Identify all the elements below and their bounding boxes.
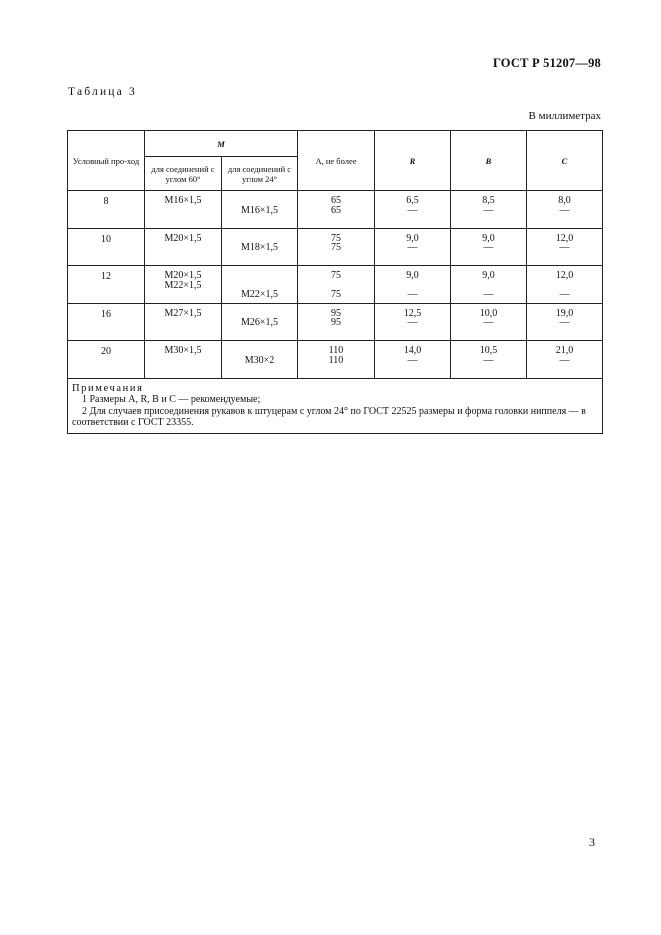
cell-a-line: 75 bbox=[331, 289, 341, 300]
cell-c-line bbox=[527, 365, 602, 375]
cell-b-line bbox=[451, 253, 526, 263]
cell-m24-line: M26×1,5 bbox=[240, 317, 279, 328]
cell-r bbox=[375, 341, 451, 379]
cell-m60 bbox=[145, 228, 222, 266]
cell-b-line: 9,0 bbox=[482, 232, 495, 244]
cell-r-line bbox=[375, 215, 450, 225]
cell-b-line bbox=[451, 328, 526, 338]
note-line-1: 1 Размеры A, R, B и C — рекомендуемые; bbox=[82, 394, 261, 405]
cell-b-line: 9,0 bbox=[482, 270, 495, 281]
cell-c-line: — bbox=[559, 289, 570, 300]
cell-b bbox=[451, 228, 527, 266]
cell-r-line bbox=[375, 365, 450, 375]
cell-r-line: — bbox=[407, 354, 418, 366]
cell-b bbox=[451, 191, 527, 229]
cell-c-line: 19,0 bbox=[555, 307, 574, 319]
cell-a-line: 75 bbox=[331, 270, 341, 281]
cell-m24 bbox=[222, 341, 298, 379]
cell-m24 bbox=[222, 303, 298, 341]
cell-c-line: 8,0 bbox=[558, 195, 571, 206]
cell-a-line bbox=[298, 253, 374, 263]
header-m-24: для соединений с углом 24° bbox=[222, 157, 298, 191]
header-m-60: для соединений с углом 60° bbox=[145, 157, 222, 191]
cell-m24-line: M22×1,5 bbox=[240, 289, 279, 300]
cell-r-line: 12,5 bbox=[403, 307, 422, 319]
page-number: 3 bbox=[589, 835, 595, 849]
cell-c-line bbox=[527, 328, 602, 338]
table-row bbox=[68, 341, 603, 379]
cell-c-line: 12,0 bbox=[555, 270, 574, 281]
cell-r-line: — bbox=[407, 204, 418, 216]
units-label: В миллиметрах bbox=[528, 110, 601, 122]
cell-m60 bbox=[145, 191, 222, 229]
header-r: R bbox=[375, 131, 451, 191]
table-row bbox=[68, 191, 603, 229]
cell-nominal-bore: 12 bbox=[68, 266, 145, 304]
cell-nominal-bore: 10 bbox=[68, 228, 145, 266]
dimensions-table bbox=[67, 130, 603, 434]
cell-c bbox=[527, 341, 603, 379]
table-row bbox=[68, 266, 603, 304]
cell-m60-line bbox=[145, 356, 221, 366]
cell-a bbox=[298, 303, 375, 341]
cell-c-line: — bbox=[559, 317, 570, 328]
cell-a bbox=[298, 341, 375, 379]
cell-a-line: 65 bbox=[331, 204, 341, 216]
cell-m24-line bbox=[222, 328, 297, 338]
cell-a-line: 95 bbox=[331, 317, 341, 328]
cell-m60-line bbox=[145, 365, 221, 375]
cell-b-line: 10,5 bbox=[479, 345, 498, 356]
cell-nominal-bore: 16 bbox=[68, 303, 145, 341]
cell-m24-line bbox=[222, 215, 297, 225]
cell-m60-line: M16×1,5 bbox=[164, 195, 202, 206]
cell-a-line: 110 bbox=[328, 345, 344, 356]
cell-b bbox=[451, 341, 527, 379]
cell-b-line: — bbox=[483, 354, 494, 366]
cell-nominal-bore: 8 bbox=[68, 191, 145, 229]
notes-title: Примечания bbox=[72, 382, 144, 394]
cell-c bbox=[527, 266, 603, 304]
cell-a-line: 65 bbox=[331, 195, 341, 206]
cell-c bbox=[527, 303, 603, 341]
cell-m24-line: M18×1,5 bbox=[240, 242, 279, 253]
cell-m24-line bbox=[222, 365, 297, 375]
table-row bbox=[68, 303, 603, 341]
cell-r-line: — bbox=[407, 317, 418, 328]
cell-m24 bbox=[222, 191, 298, 229]
cell-c bbox=[527, 191, 603, 229]
cell-b-line bbox=[451, 215, 526, 225]
cell-c-line bbox=[527, 215, 602, 225]
cell-m60-line bbox=[145, 253, 221, 263]
cell-m60 bbox=[145, 341, 222, 379]
cell-a-line bbox=[298, 328, 374, 338]
cell-m60-line: M20×1,5 bbox=[164, 270, 202, 281]
cell-b-line: 10,0 bbox=[479, 307, 498, 319]
cell-nominal-bore: 20 bbox=[68, 341, 145, 379]
cell-m60-line bbox=[145, 243, 221, 253]
cell-b bbox=[451, 303, 527, 341]
cell-m60-line bbox=[145, 206, 221, 216]
cell-r bbox=[375, 303, 451, 341]
header-b: B bbox=[451, 131, 527, 191]
cell-b bbox=[451, 266, 527, 304]
cell-c-line: — bbox=[559, 242, 570, 253]
cell-r-line bbox=[375, 253, 450, 263]
cell-a-line: 110 bbox=[328, 354, 344, 366]
cell-a-line: 95 bbox=[331, 307, 341, 319]
cell-m60-line bbox=[145, 328, 221, 338]
cell-a-line bbox=[298, 365, 374, 375]
cell-b-line bbox=[451, 365, 526, 375]
cell-m60-line: M27×1,5 bbox=[164, 307, 202, 319]
note-line-2: 2 Для случаев присоединения рукавов к штуцерам с углом 24° по ГОСТ 22525 размеры и форма головки ниппеля — в соответствии с ГОСТ 23355. bbox=[72, 405, 586, 428]
header-m: M bbox=[145, 131, 298, 157]
cell-r-line: 14,0 bbox=[403, 345, 422, 356]
cell-m24 bbox=[222, 228, 298, 266]
cell-c-line: — bbox=[559, 204, 570, 216]
cell-a-line bbox=[298, 215, 374, 225]
cell-b-line: — bbox=[483, 242, 494, 253]
notes-cell bbox=[68, 378, 603, 433]
cell-m60 bbox=[145, 303, 222, 341]
cell-c-line: 12,0 bbox=[555, 232, 574, 244]
cell-b-line: 8,5 bbox=[482, 195, 495, 206]
cell-m24-line: M30×2 bbox=[244, 354, 275, 366]
header-nominal-bore: Условный про-ход bbox=[68, 131, 145, 191]
cell-r-line bbox=[375, 328, 450, 338]
document-standard-header: ГОСТ Р 51207—98 bbox=[492, 56, 601, 70]
cell-r bbox=[375, 266, 451, 304]
cell-r-line: 6,5 bbox=[406, 195, 419, 206]
cell-c-line bbox=[527, 253, 602, 263]
cell-b-line: — bbox=[483, 317, 494, 328]
cell-m60-line bbox=[145, 318, 221, 328]
cell-m24-line: M16×1,5 bbox=[240, 204, 279, 216]
cell-c bbox=[527, 228, 603, 266]
cell-a-line: 75 bbox=[331, 232, 341, 244]
cell-m60-line: M20×1,5 bbox=[164, 232, 202, 244]
table-caption: Таблица 3 bbox=[68, 86, 137, 98]
cell-m60 bbox=[145, 266, 222, 304]
cell-a bbox=[298, 228, 375, 266]
cell-a bbox=[298, 266, 375, 304]
cell-r bbox=[375, 228, 451, 266]
cell-a bbox=[298, 191, 375, 229]
cell-c-line: — bbox=[559, 354, 570, 366]
dimensions-table-container bbox=[67, 130, 602, 434]
cell-m60-line: M22×1,5 bbox=[164, 279, 202, 291]
cell-b-line: — bbox=[483, 289, 494, 300]
cell-m60-line bbox=[145, 215, 221, 225]
cell-r-line: 9,0 bbox=[406, 232, 419, 244]
cell-r-line: 9,0 bbox=[406, 270, 419, 281]
cell-a-line: 75 bbox=[331, 242, 341, 253]
cell-c-line: 21,0 bbox=[555, 345, 574, 356]
cell-r bbox=[375, 191, 451, 229]
cell-b-line: — bbox=[483, 204, 494, 216]
cell-r-line: — bbox=[407, 289, 418, 300]
header-a: A, не более bbox=[298, 131, 375, 191]
cell-m24-line bbox=[222, 253, 297, 263]
header-c: C bbox=[527, 131, 603, 191]
cell-m60-line: M30×1,5 bbox=[164, 345, 202, 356]
cell-m24 bbox=[222, 266, 298, 304]
cell-r-line: — bbox=[407, 242, 418, 253]
cell-m60-line bbox=[145, 290, 221, 300]
table-row bbox=[68, 228, 603, 266]
cell-m24-line bbox=[222, 271, 297, 281]
